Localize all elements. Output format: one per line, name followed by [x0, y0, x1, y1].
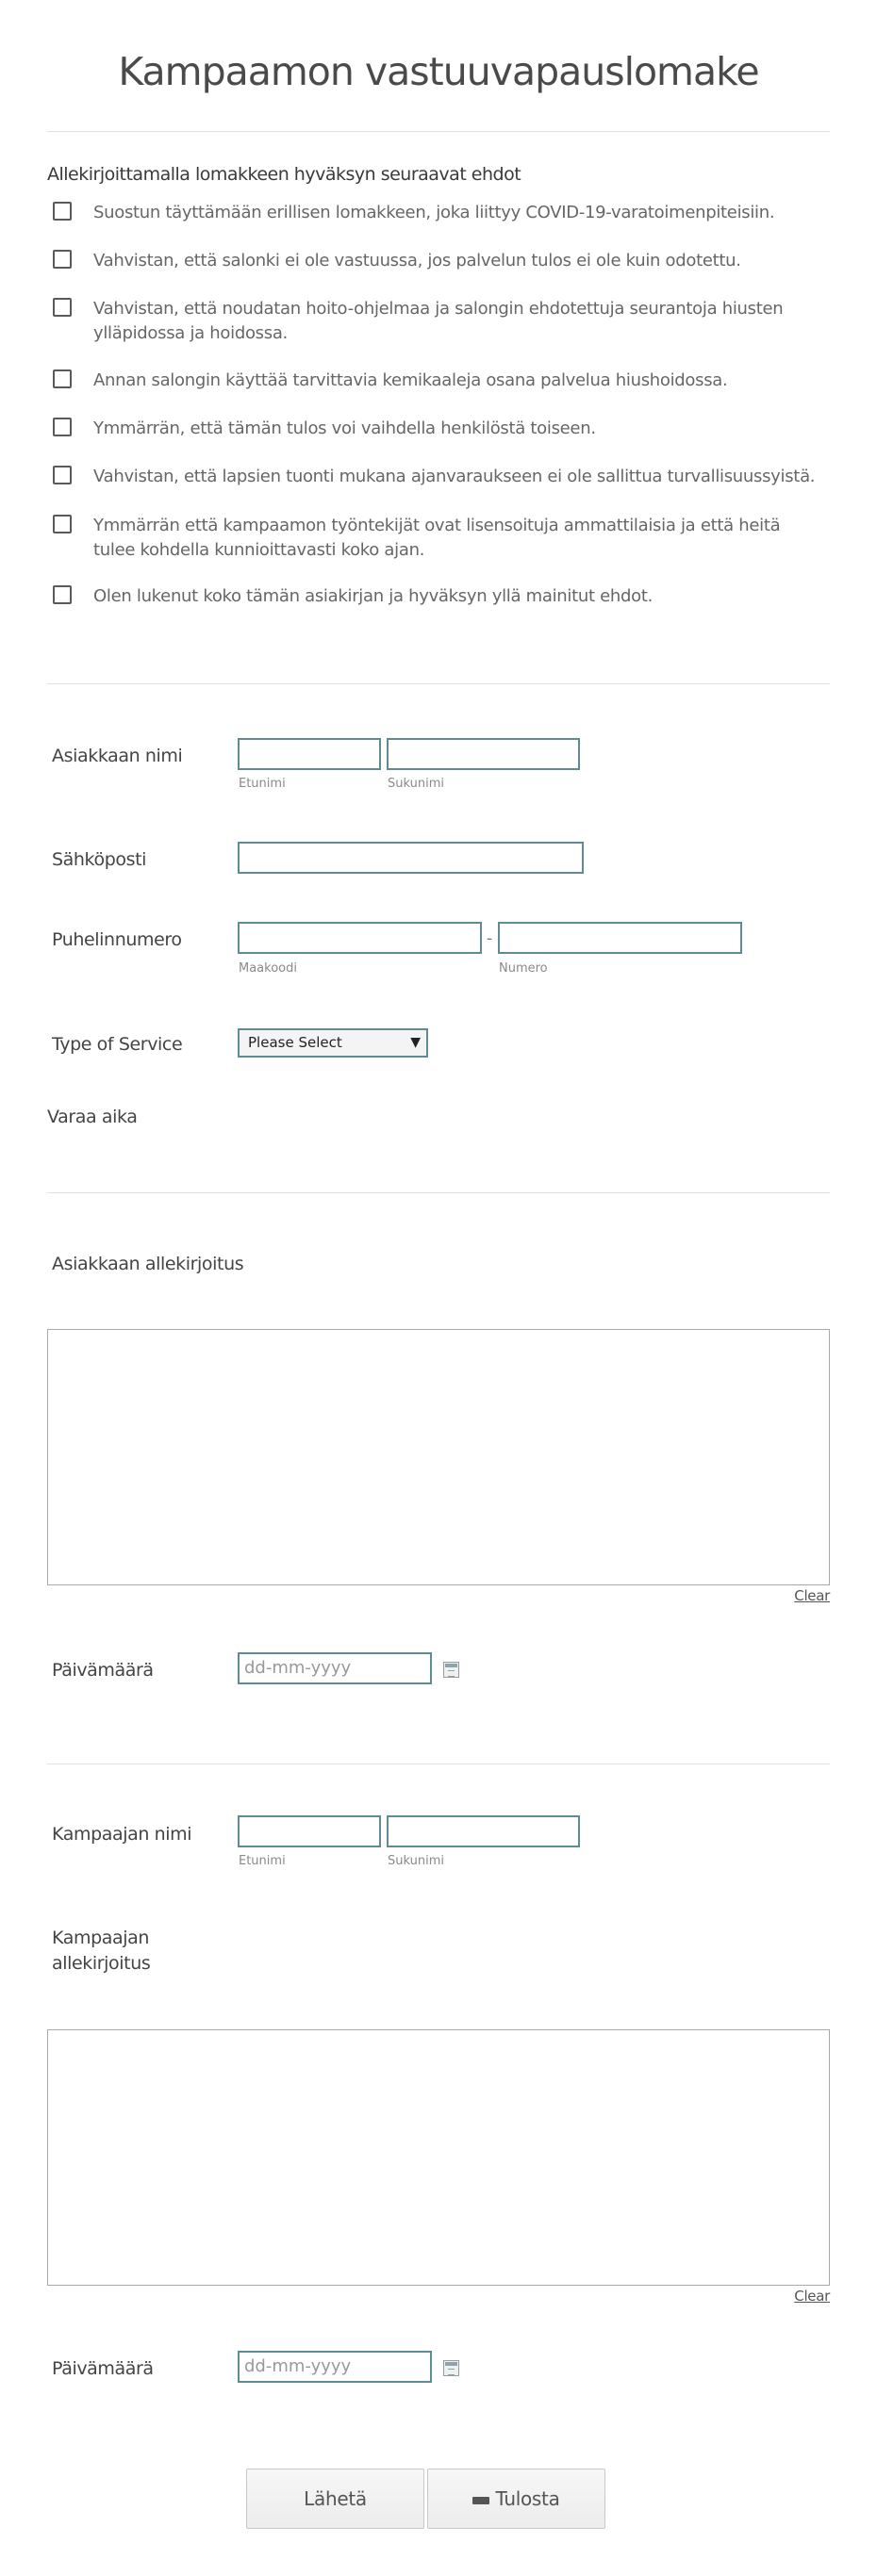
stylist-signature-label	[52, 1926, 150, 1977]
term-label: Annan salongin käyttää tarvittavia kemikaaleja osana palvelua hiushoidossa.	[93, 370, 728, 390]
term-checkbox[interactable]	[53, 515, 72, 533]
service-select-value: Please Select	[248, 1034, 342, 1051]
page-title: Kampaamon vastuuvapauslomake	[118, 49, 759, 94]
first-name-sublabel: Etunimi	[239, 1854, 286, 1868]
email-label: Sähköposti	[52, 849, 147, 870]
term-checkbox[interactable]	[53, 369, 72, 388]
service-select[interactable]	[238, 1028, 428, 1058]
term-checkbox[interactable]	[53, 250, 72, 269]
phone-number-input[interactable]	[498, 922, 742, 954]
printer-icon	[472, 2493, 489, 2506]
term-row	[53, 465, 826, 489]
divider	[47, 131, 830, 132]
term-checkbox[interactable]	[53, 418, 72, 436]
calendar-icon[interactable]	[443, 2360, 459, 2376]
phone-area-code-input[interactable]	[238, 922, 482, 954]
terms-intro: Allekirjoittamalla lomakkeen hyväksyn seuraavat ehdot	[47, 164, 521, 185]
number-sublabel: Numero	[499, 961, 548, 976]
print-button-label: Tulosta	[495, 2487, 560, 2510]
booking-label: Varaa aika	[47, 1107, 138, 1127]
client-date-input[interactable]: dd-mm-yyyy	[238, 1652, 432, 1684]
phone-separator: -	[487, 929, 493, 948]
email-input[interactable]	[238, 842, 584, 874]
stylist-date-input[interactable]: dd-mm-yyyy	[238, 2351, 432, 2383]
term-label: Ymmärrän että kampaamon työntekijät ovat lisensoituja ammattilaisia ja että heitä tulee kohdella kunnioittavasti koko ajan.	[93, 516, 781, 560]
divider	[47, 683, 830, 684]
chevron-down-icon: ▼	[410, 1035, 421, 1050]
client-date-label: Päivämäärä	[52, 1660, 154, 1681]
term-label: Suostun täyttämään erillisen lomakkeen, joka liittyy COVID-19-varatoimenpiteisiin.	[93, 203, 775, 222]
term-row	[53, 249, 826, 273]
submit-button[interactable]: Lähetä	[246, 2469, 424, 2529]
client-signature-clear-link[interactable]: Clear	[794, 1587, 830, 1604]
term-checkbox[interactable]	[53, 202, 72, 221]
stylist-name-label: Kampaajan nimi	[52, 1824, 192, 1845]
calendar-icon[interactable]	[443, 1662, 459, 1678]
stylist-first-name-input[interactable]	[238, 1815, 381, 1847]
print-button[interactable]	[427, 2469, 605, 2529]
term-row	[53, 201, 826, 225]
term-label: Vahvistan, että salonki ei ole vastuussa, jos palvelun tulos ei ole kuin odotettu.	[93, 251, 741, 271]
term-label: Ymmärrän, että tämän tulos voi vaihdella henkilöstä toiseen.	[93, 418, 596, 438]
term-label: Olen lukenut koko tämän asiakirjan ja hyväksyn yllä mainitut ehdot.	[93, 586, 654, 606]
term-row	[53, 514, 826, 563]
last-name-sublabel: Sukunimi	[388, 1854, 444, 1868]
stylist-signature-label-line: allekirjoitus	[52, 1953, 151, 1974]
term-row	[53, 417, 826, 441]
stylist-last-name-input[interactable]	[387, 1815, 580, 1847]
service-label: Type of Service	[52, 1034, 183, 1055]
client-signature-pad[interactable]	[47, 1329, 830, 1585]
client-signature-label: Asiakkaan allekirjoitus	[52, 1254, 244, 1274]
term-row	[53, 369, 826, 393]
stylist-signature-clear-link[interactable]: Clear	[794, 2288, 830, 2305]
term-checkbox[interactable]	[53, 466, 72, 484]
client-last-name-input[interactable]	[387, 738, 580, 770]
term-label: Vahvistan, että lapsien tuonti mukana ajanvaraukseen ei ole sallittua turvallisuussyistä.	[93, 467, 816, 486]
phone-label: Puhelinnumero	[52, 929, 182, 950]
client-first-name-input[interactable]	[238, 738, 381, 770]
area-code-sublabel: Maakoodi	[239, 961, 297, 976]
stylist-signature-label-line: Kampaajan	[52, 1928, 149, 1948]
stylist-date-label: Päivämäärä	[52, 2358, 154, 2379]
term-row	[53, 584, 826, 609]
divider	[47, 1192, 830, 1193]
term-checkbox[interactable]	[53, 585, 72, 604]
stylist-signature-pad[interactable]	[47, 2029, 830, 2286]
client-name-label: Asiakkaan nimi	[52, 746, 183, 766]
term-row	[53, 297, 826, 346]
term-label: Vahvistan, että noudatan hoito-ohjelmaa ja salongin ehdotettuja seurantoja hiusten ylläpidossa ja hoidossa.	[93, 299, 784, 343]
first-name-sublabel: Etunimi	[239, 777, 286, 791]
last-name-sublabel: Sukunimi	[388, 777, 444, 791]
term-checkbox[interactable]	[53, 298, 72, 317]
